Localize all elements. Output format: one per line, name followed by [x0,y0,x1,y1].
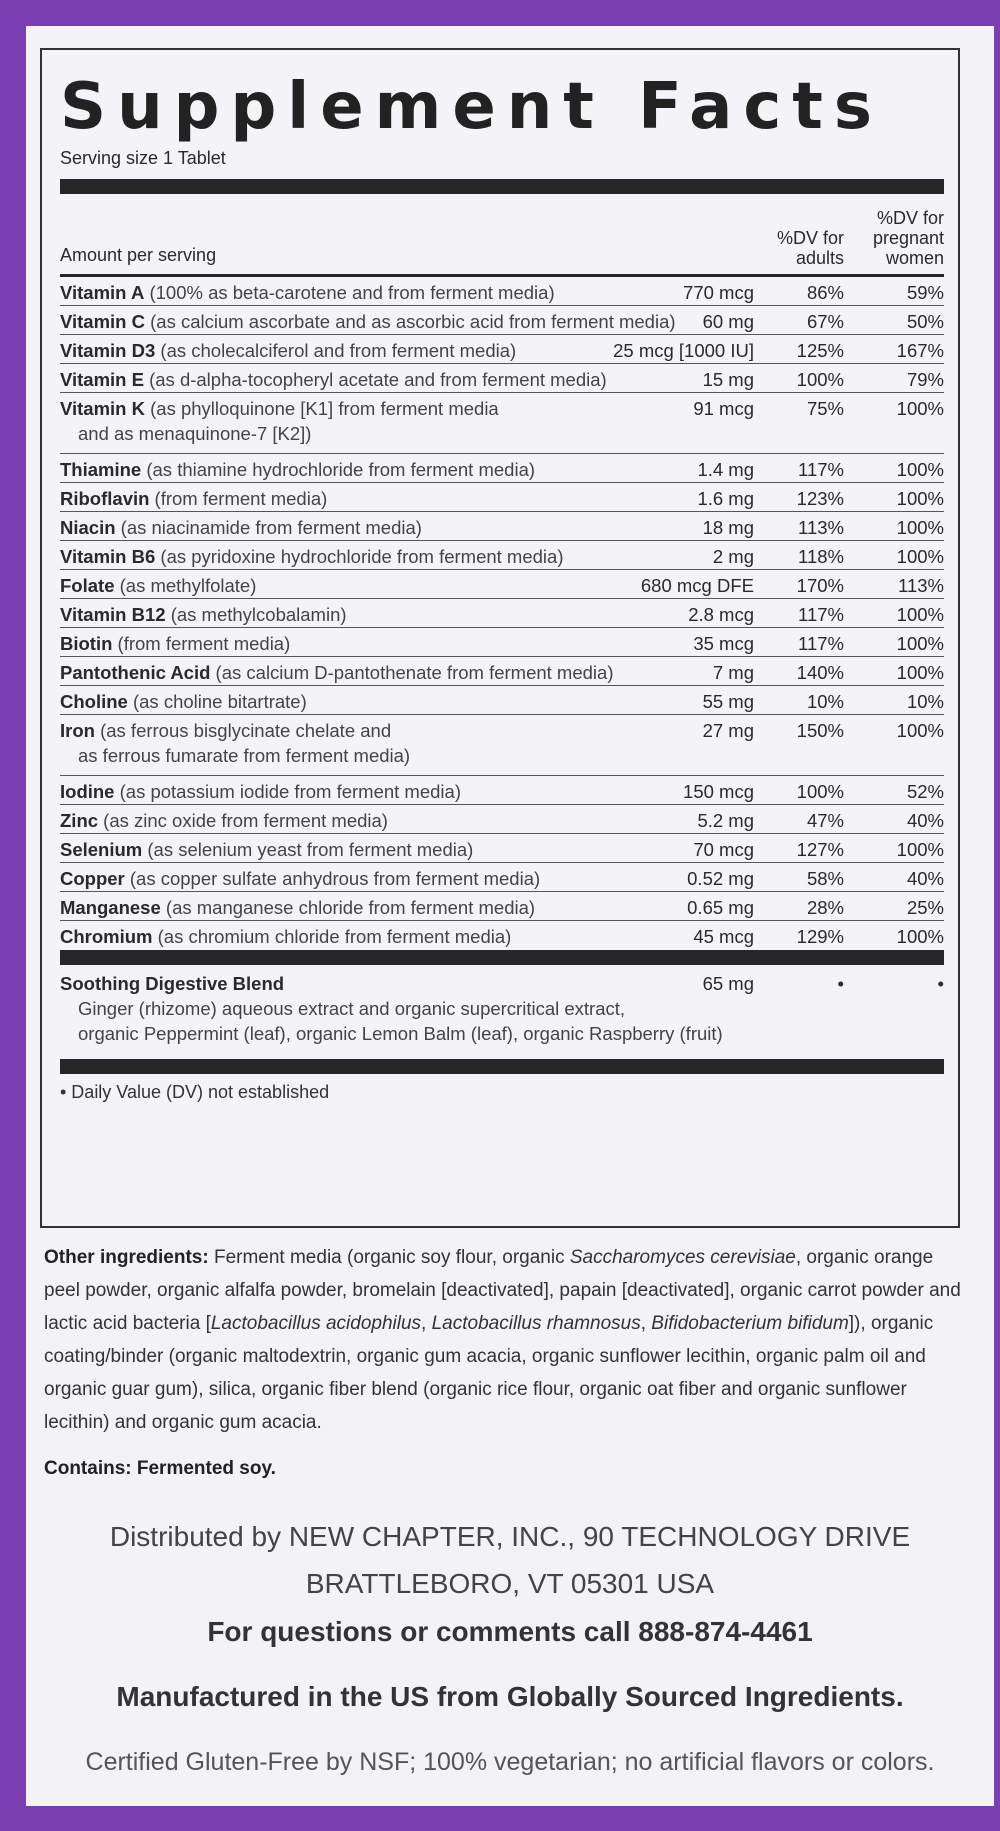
nutrient-amount: 5.2 mg [697,810,754,831]
nutrient-dv-adults: 67% [806,311,844,332]
nutrient-dv-adults: 28% [806,897,844,918]
divider-thick [60,179,944,194]
nutrient-amount: 25 mcg [1000 IU] [613,340,754,361]
nutrient-dv-pregnant: 100% [896,459,944,480]
nutrient-dv-pregnant: 40% [906,810,944,831]
nutrient-dv-adults: 118% [798,546,844,567]
nutrient-source: (as manganese chloride from ferment media) [160,897,536,918]
nutrient-dv-adults: 127% [796,839,844,860]
nutrient-source: (as copper sulfate anhydrous from ferment media) [124,868,541,889]
nutrient-row [60,834,944,863]
nutrient-dv-pregnant: 100% [896,488,944,509]
nutrient-row [60,715,944,776]
nutrient-source-cont: as ferrous fumarate from ferment media) [78,745,411,766]
other-ingredients-text: , [421,1313,432,1334]
nutrient-dv-pregnant: 25% [906,897,944,918]
nutrient-row [60,335,944,364]
nutrient-dv-pregnant: 100% [896,633,944,654]
nutrient-name: Vitamin A [60,282,145,303]
nutrient-source: (as calcium ascorbate and as ascorbic acid from ferment media) [144,311,676,332]
nutrient-source-cont: and as menaquinone-7 [K2]) [78,423,312,444]
table-header [60,194,944,274]
divider-thick [60,1059,944,1074]
nutrient-source: (as cholecalciferol and from ferment media) [155,340,517,361]
nutrient-dv-adults: 170% [796,575,844,596]
nutrient-name: Pantothenic Acid [60,662,211,683]
supplement-facts-box [40,48,960,1228]
nutrient-name: Folate [60,575,115,596]
nutrient-dv-adults: 100% [796,781,844,802]
nutrient-source: (as pyridoxine hydrochloride from ferment media) [155,546,564,567]
nutrient-source: (as d-alpha-tocopheryl acetate and from ferment media) [143,369,607,390]
nutrient-dv-adults: 117% [798,604,844,625]
certification-statement: Certified Gluten-Free by NSF; 100% vegetarian; no artificial flavors or colors. [85,1748,935,1776]
nutrient-source: (as methylfolate) [114,575,257,596]
nutrient-name: Zinc [60,810,99,831]
contact-phone: For questions or comments call 888-874-4461 [207,1616,813,1647]
nutrient-name: Copper [60,868,125,889]
nutrient-dv-pregnant: 100% [896,839,944,860]
nutrient-row [60,863,944,892]
nutrient-amount: 2 mg [712,546,754,567]
nutrient-row [60,570,944,599]
distributor-line1: Distributed by NEW CHAPTER, INC., 90 TECHNOLOGY DRIVE [109,1521,911,1552]
nutrient-name: Chromium [60,926,153,947]
nutrient-source: (100% as beta-carotene and from ferment media) [144,282,555,303]
blend-dv-pregnant: • [937,973,944,994]
nutrient-row [60,454,944,483]
nutrient-row [60,364,944,393]
nutrient-name: Vitamin B12 [60,604,166,625]
nutrient-amount: 15 mg [702,369,754,390]
species-name: Bifidobacterium bifidum [651,1313,849,1334]
nutrient-dv-adults: 117% [798,633,844,654]
other-ingredients-text: , organic orange peel powder, organic alfalfa powder, bromelain [deactivated], papain [deactivated], organic carrot powder and lactic acid bacteria [ [44,1247,961,1334]
nutrient-dv-pregnant: 100% [896,398,944,419]
nutrient-dv-adults: 129% [796,926,844,947]
other-ingredients-text: , [640,1313,652,1334]
amount-per-serving-label: Amount per serving [60,245,217,265]
nutrient-row [60,306,944,335]
nutrient-row [60,393,944,454]
nutrient-name: Vitamin C [60,311,145,332]
nutrient-dv-pregnant: 100% [896,546,944,567]
nutrient-amount: 18 mg [702,517,754,538]
nutrient-source: (as selenium yeast from ferment media) [142,839,474,860]
nutrient-row [60,657,944,686]
label-panel [26,26,994,1806]
nutrient-amount: 0.52 mg [687,868,754,889]
nutrient-row [60,599,944,628]
nutrient-row [60,483,944,512]
nutrient-amount: 1.6 mg [697,488,754,509]
blend-name: Soothing Digestive Blend [60,973,285,994]
nutrient-source: (as niacinamide from ferment media) [115,517,422,538]
nutrient-source: (as chromium chloride from ferment media) [152,926,512,947]
nutrient-dv-pregnant: 59% [906,282,944,303]
nutrient-dv-pregnant: 100% [896,662,944,683]
nutrient-dv-adults: 47% [806,810,844,831]
nutrient-name: Vitamin D3 [60,340,156,361]
nutrient-amount: 55 mg [702,691,754,712]
nutrient-row [60,512,944,541]
nutrient-name: Niacin [60,517,116,538]
serving-size: Serving size 1 Tablet [60,148,226,168]
nutrient-row [60,628,944,657]
nutrient-dv-pregnant: 52% [906,781,944,802]
nutrient-dv-pregnant: 10% [906,691,944,712]
nutrient-dv-pregnant: 40% [906,868,944,889]
species-name: Lactobacillus rhamnosus [431,1313,641,1334]
nutrient-amount: 2.8 mcg [688,604,754,625]
nutrient-dv-adults: 117% [798,459,844,480]
nutrient-amount: 27 mg [702,720,754,741]
blend-ingredients-line1: Ginger (rhizome) aqueous extract and organic supercritical extract, [78,998,626,1019]
nutrient-amount: 7 mg [712,662,754,683]
nutrient-row [60,686,944,715]
blend-dv-adults: • [837,973,844,994]
nutrient-name: Choline [60,691,128,712]
dv-pregnant-header: %DV for pregnant women [872,208,944,268]
species-name: Saccharomyces cerevisiae [569,1247,796,1268]
nutrient-dv-adults: 150% [796,720,844,741]
other-ingredients [44,1241,964,1439]
nutrient-row [60,805,944,834]
nutrient-dv-pregnant: 100% [896,926,944,947]
nutrient-dv-pregnant: 100% [896,720,944,741]
nutrient-row [60,892,944,921]
blend-amount: 65 mg [702,973,754,994]
allergen-statement: Contains: Fermented soy. [44,1458,276,1479]
nutrient-amount: 45 mcg [693,926,754,947]
digestive-blend-row [60,965,944,1059]
nutrient-name: Vitamin E [60,369,144,390]
distributor-line2: BRATTLEBORO, VT 05301 USA [305,1568,715,1599]
nutrient-source: (from ferment media) [149,488,328,509]
nutrient-amount: 150 mcg [683,781,754,802]
nutrient-amount: 91 mcg [693,398,754,419]
nutrient-amount: 60 mg [702,311,754,332]
nutrient-dv-adults: 58% [806,868,844,889]
nutrient-dv-pregnant: 79% [906,369,944,390]
nutrient-amount: 770 mcg [683,282,754,303]
nutrient-source: (from ferment media) [112,633,291,654]
nutrient-dv-pregnant: 167% [896,340,944,361]
nutrient-name: Vitamin K [60,398,145,419]
manufacturing-statement: Manufactured in the US from Globally Sourced Ingredients. [116,1681,904,1712]
other-ingredients-text: Ferment media (organic soy flour, organic [208,1247,570,1268]
nutrient-name: Iron [60,720,95,741]
nutrient-amount: 1.4 mg [697,459,754,480]
nutrient-source: (as zinc oxide from ferment media) [98,810,388,831]
nutrient-amount: 35 mcg [693,633,754,654]
nutrient-table [60,277,944,950]
other-ingredients-text: ]), organic coating/binder (organic maltodextrin, organic gum acacia, organic sunflower lecithin, organic palm oil and organic guar gum), silica, organic fiber blend (organic rice flour, organic oat fiber and organic sunflower lecithin) and organic gum acacia. [44,1313,934,1433]
nutrient-row [60,776,944,805]
nutrient-source: (as phylloquinone [K1] from ferment media [144,398,499,419]
nutrient-dv-adults: 100% [796,369,844,390]
nutrient-dv-adults: 86% [806,282,844,303]
nutrient-source: (as methylcobalamin) [165,604,347,625]
nutrient-dv-pregnant: 50% [906,311,944,332]
dv-footnote: • Daily Value (DV) not established [60,1082,330,1102]
nutrient-source: (as ferrous bisglycinate chelate and [94,720,392,741]
nutrient-dv-adults: 10% [806,691,844,712]
nutrient-dv-adults: 125% [796,340,844,361]
nutrient-amount: 70 mcg [693,839,754,860]
nutrient-row [60,921,944,950]
nutrient-dv-adults: 113% [798,517,844,538]
nutrient-source: (as choline bitartrate) [127,691,307,712]
nutrient-dv-pregnant: 113% [898,575,944,596]
nutrient-amount: 0.65 mg [687,897,754,918]
nutrient-dv-adults: 123% [796,488,844,509]
blend-ingredients-line2: organic Peppermint (leaf), organic Lemon Balm (leaf), organic Raspberry (fruit) [78,1023,723,1044]
nutrient-name: Riboflavin [60,488,150,509]
dv-adults-header: %DV for adults [776,228,844,268]
nutrient-dv-pregnant: 100% [896,517,944,538]
nutrient-dv-adults: 140% [796,662,844,683]
nutrient-dv-adults: 75% [806,398,844,419]
nutrient-source: (as calcium D-pantothenate from ferment media) [210,662,614,683]
nutrient-name: Biotin [60,633,113,654]
nutrient-name: Thiamine [60,459,142,480]
nutrient-source: (as potassium iodide from ferment media) [114,781,461,802]
divider-thick [60,950,944,965]
nutrient-name: Iodine [60,781,115,802]
nutrient-row [60,541,944,570]
species-name: Lactobacillus acidophilus [210,1313,422,1334]
nutrient-name: Vitamin B6 [60,546,156,567]
other-ingredients-label: Other ingredients: [44,1247,209,1268]
nutrient-name: Selenium [60,839,143,860]
nutrient-amount: 680 mcg DFE [640,575,754,596]
nutrient-source: (as thiamine hydrochloride from ferment media) [141,459,536,480]
facts-title: Supplement Facts [60,70,883,144]
nutrient-row [60,277,944,306]
nutrient-dv-pregnant: 100% [896,604,944,625]
nutrient-name: Manganese [60,897,161,918]
